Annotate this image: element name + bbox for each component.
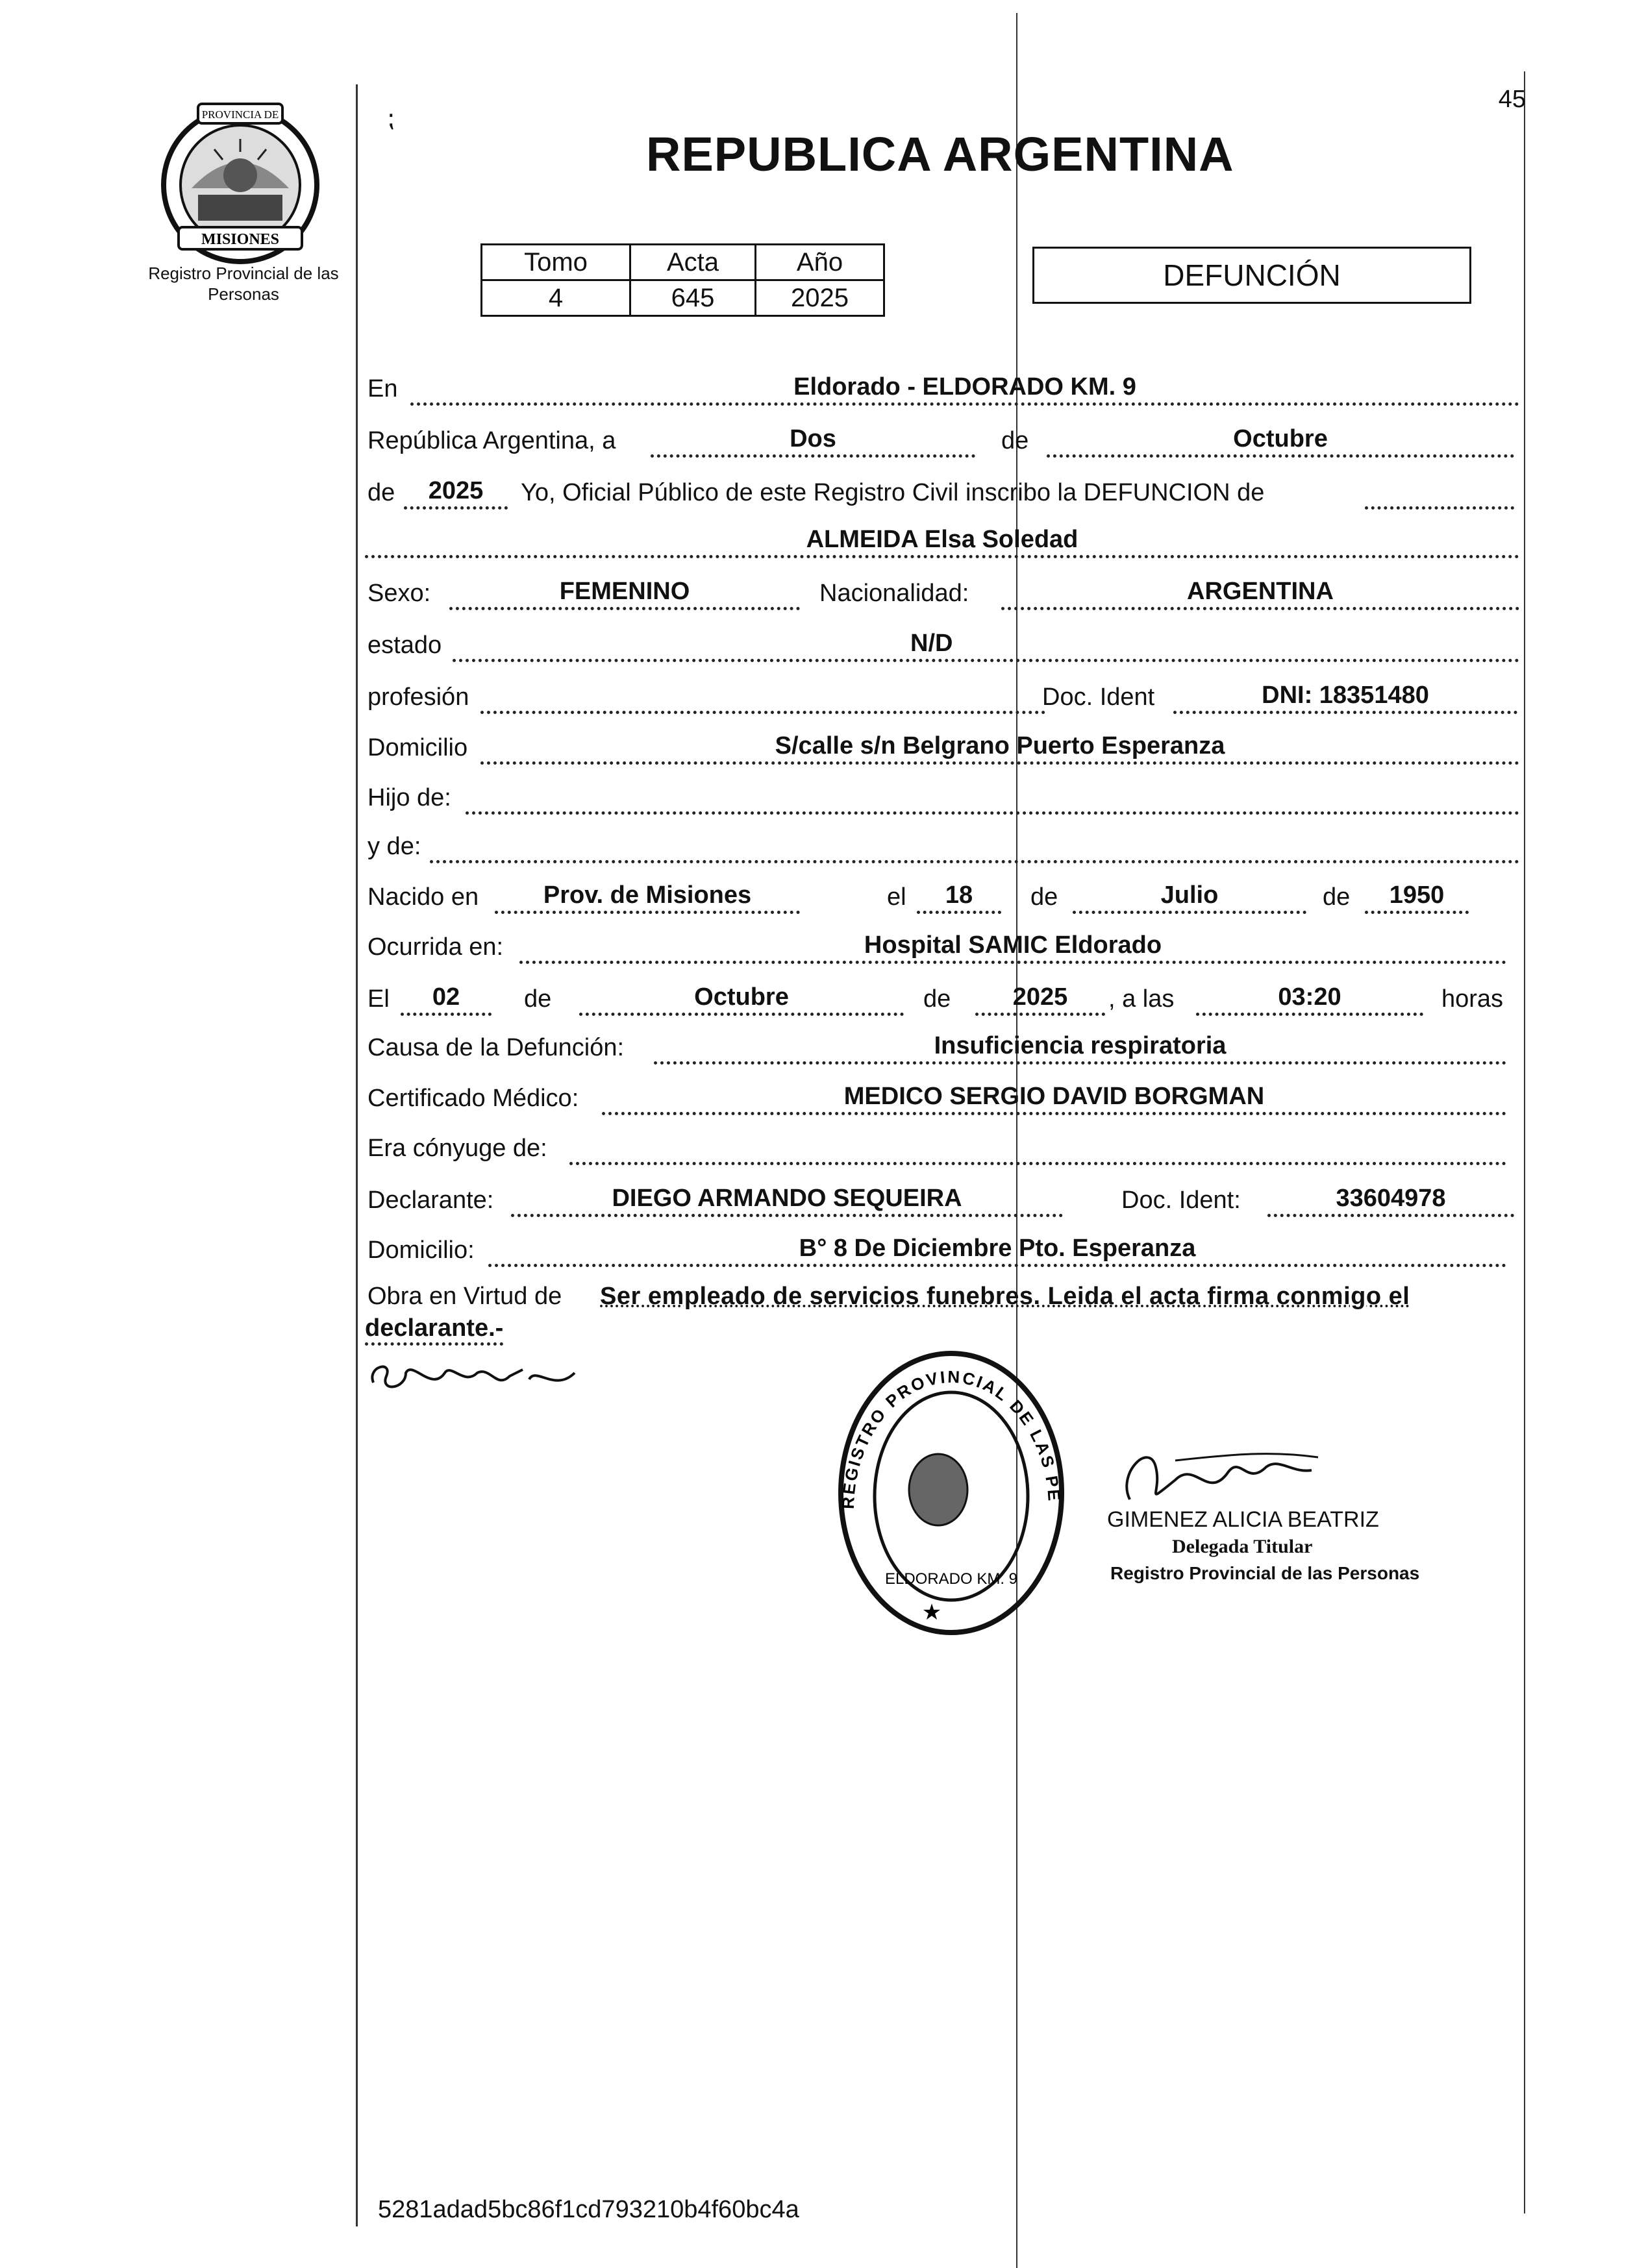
value-anio: 2025 bbox=[428, 477, 484, 504]
document-hash: 5281adad5bc86f1cd793210b4f60bc4a bbox=[378, 2196, 799, 2223]
value-dni: DNI: 18351480 bbox=[1262, 682, 1429, 709]
mark-glyph: ⁏ bbox=[386, 105, 395, 132]
row-declarante bbox=[365, 1172, 1519, 1221]
label-certificado: Certificado Médico: bbox=[368, 1085, 579, 1112]
field-y-de bbox=[430, 832, 1519, 863]
field-fall-mes bbox=[579, 984, 904, 1016]
row-nombre bbox=[365, 513, 1519, 562]
value-nombre: ALMEIDA Elsa Soledad bbox=[806, 526, 1078, 553]
label-ocurrida-en: Ocurrida en: bbox=[368, 933, 504, 961]
label-de-nac-anio: de bbox=[1323, 883, 1351, 911]
row-lugar bbox=[365, 360, 1519, 410]
field-fall-anio bbox=[975, 984, 1105, 1016]
row-y-de bbox=[365, 818, 1519, 867]
tomo-header: Tomo bbox=[482, 245, 630, 280]
official-signature bbox=[1104, 1435, 1318, 1516]
stamp-star-icon: ★ bbox=[921, 1600, 942, 1625]
field-causa bbox=[654, 1033, 1506, 1065]
label-domicilio: Domicilio bbox=[368, 734, 468, 761]
field-declarante-doc bbox=[1267, 1185, 1514, 1217]
row-hijo-de bbox=[365, 769, 1519, 819]
value-obra-virtud-1: Ser empleado de servicios funebres. Leida el acta firma conmigo el bbox=[600, 1283, 1410, 1310]
right-margin-line bbox=[1524, 71, 1525, 2213]
label-nacionalidad: Nacionalidad: bbox=[819, 580, 969, 607]
field-hijo-de bbox=[466, 783, 1519, 815]
row-fecha-inscripcion bbox=[365, 412, 1519, 462]
field-profesion bbox=[480, 682, 1045, 714]
value-dia: Dos bbox=[790, 425, 836, 452]
value-estado: N/D bbox=[910, 630, 953, 657]
label-doc-ident-declarante: Doc. Ident: bbox=[1121, 1187, 1241, 1214]
field-nacionalidad bbox=[1001, 578, 1519, 610]
acta-header: Acta bbox=[630, 245, 756, 280]
field-estado bbox=[453, 630, 1519, 662]
tomo-acta-anio-table bbox=[480, 243, 885, 317]
seal-bottom-text: MISIONES bbox=[201, 231, 280, 248]
field-conyuge bbox=[569, 1133, 1506, 1165]
field-lugar bbox=[410, 374, 1519, 406]
value-fall-dia: 02 bbox=[432, 983, 460, 1011]
declarante-signature bbox=[367, 1353, 581, 1402]
value-obra-virtud-2: declarante.- bbox=[365, 1314, 503, 1346]
page-number: 45 bbox=[1498, 86, 1526, 113]
field-sexo bbox=[449, 578, 800, 610]
label-el: el bbox=[887, 883, 906, 911]
row-conyuge bbox=[365, 1120, 1519, 1169]
value-sexo: FEMENINO bbox=[559, 578, 690, 605]
row-fecha-defuncion bbox=[365, 970, 1519, 1020]
field-nac-dia bbox=[917, 882, 1001, 914]
declarante-signature-text: SEQUEIRA bbox=[471, 1395, 475, 1396]
value-hora: 03:20 bbox=[1278, 983, 1341, 1011]
value-causa: Insuficiencia respiratoria bbox=[934, 1032, 1227, 1059]
stamp-bottom-text: ELDORADO KM. 9 bbox=[884, 1570, 1018, 1588]
value-fall-mes: Octubre bbox=[694, 983, 789, 1011]
label-y-de: y de: bbox=[368, 833, 421, 860]
label-conyuge: Era cónyuge de: bbox=[368, 1135, 547, 1162]
official-role: Delegada Titular bbox=[1172, 1536, 1313, 1557]
label-causa: Causa de la Defunción: bbox=[368, 1034, 625, 1061]
left-margin-line bbox=[356, 84, 358, 2226]
value-fall-anio: 2025 bbox=[1012, 983, 1068, 1011]
value-ocurrida-en: Hospital SAMIC Eldorado bbox=[864, 931, 1162, 959]
value-nacionalidad: ARGENTINA bbox=[1187, 578, 1334, 605]
act-type-box: DEFUNCIÓN bbox=[1032, 247, 1471, 304]
row-causa bbox=[365, 1019, 1519, 1068]
value-declarante: DIEGO ARMANDO SEQUEIRA bbox=[612, 1185, 962, 1212]
value-certificado: MEDICO SERGIO DAVID BORGMAN bbox=[843, 1083, 1265, 1110]
anio-value: 2025 bbox=[756, 280, 884, 316]
label-de-mes: de bbox=[1001, 427, 1029, 454]
label-a-las: , a las bbox=[1108, 985, 1175, 1013]
province-seal-emblem bbox=[153, 97, 328, 273]
field-ocurrida-en bbox=[519, 932, 1506, 964]
label-de-anio: de bbox=[368, 479, 395, 506]
row-certificado bbox=[365, 1070, 1519, 1119]
acta-value: 645 bbox=[630, 280, 756, 316]
label-obra: Obra en Virtud de bbox=[368, 1283, 562, 1310]
row-domicilio-declarante bbox=[365, 1222, 1519, 1271]
field-domicilio bbox=[480, 733, 1519, 765]
registry-label: Registro Provincial de las Personas bbox=[148, 264, 339, 304]
row-sexo bbox=[365, 565, 1519, 614]
field-nombre bbox=[365, 526, 1519, 558]
official-stamp bbox=[828, 1340, 1075, 1649]
label-profesion: profesión bbox=[368, 684, 469, 711]
field-dni bbox=[1173, 682, 1517, 714]
field-anio bbox=[404, 478, 508, 510]
row-obra-virtud bbox=[365, 1276, 1519, 1314]
field-nac-mes bbox=[1073, 882, 1306, 914]
field-nac-anio bbox=[1365, 882, 1469, 914]
value-lugar: Eldorado - ELDORADO KM. 9 bbox=[793, 373, 1136, 401]
field-hora bbox=[1196, 984, 1423, 1016]
row-ocurrida bbox=[365, 918, 1519, 968]
field-nacido-en bbox=[495, 882, 800, 914]
label-republica: República Argentina, a bbox=[368, 427, 616, 454]
field-certificado bbox=[602, 1083, 1506, 1115]
row-nacimiento bbox=[365, 869, 1519, 918]
label-doc-ident: Doc. Ident bbox=[1042, 684, 1155, 711]
value-nacido-en: Prov. de Misiones bbox=[543, 881, 752, 909]
label-de-fall-mes: de bbox=[524, 985, 552, 1013]
row-estado bbox=[365, 617, 1519, 666]
label-horas: horas bbox=[1441, 985, 1504, 1013]
official-office: Registro Provincial de las Personas bbox=[1110, 1563, 1420, 1583]
stamp-ring-text: REGISTRO PROVINCIAL DE LAS PE bbox=[838, 1366, 1064, 1510]
field-domicilio-declarante bbox=[488, 1235, 1506, 1267]
anio-header: Año bbox=[756, 245, 884, 280]
tomo-value: 4 bbox=[482, 280, 630, 316]
field-declarante bbox=[511, 1185, 1063, 1217]
field-dia bbox=[651, 426, 975, 458]
label-domicilio-declarante: Domicilio: bbox=[368, 1237, 475, 1264]
value-mes: Octubre bbox=[1233, 425, 1328, 452]
seal-top-text: PROVINCIA DE bbox=[201, 108, 279, 121]
label-hijo-de: Hijo de: bbox=[368, 784, 451, 811]
label-de-nac-mes: de bbox=[1030, 883, 1058, 911]
row-oficial bbox=[365, 464, 1519, 513]
label-oficial: Yo, Oficial Público de este Registro Civil inscribo la DEFUNCION de bbox=[521, 479, 1265, 506]
label-declarante: Declarante: bbox=[368, 1187, 494, 1214]
row-domicilio bbox=[365, 719, 1519, 769]
value-nac-dia: 18 bbox=[945, 881, 973, 909]
official-name: GIMENEZ ALICIA BEATRIZ bbox=[1107, 1507, 1379, 1532]
value-domicilio: S/calle s/n Belgrano Puerto Esperanza bbox=[775, 732, 1225, 759]
label-estado: estado bbox=[368, 632, 442, 659]
label-en: En bbox=[368, 375, 398, 402]
value-nac-anio: 1950 bbox=[1389, 881, 1445, 909]
field-fall-dia bbox=[401, 984, 492, 1016]
field-mes bbox=[1047, 426, 1514, 458]
label-de-fall-anio: de bbox=[923, 985, 951, 1013]
label-el-cap: El bbox=[368, 985, 390, 1013]
label-sexo: Sexo: bbox=[368, 580, 431, 607]
field-blank-oficial bbox=[1365, 478, 1514, 510]
label-nacido-en: Nacido en bbox=[368, 883, 479, 911]
value-nac-mes: Julio bbox=[1160, 881, 1219, 909]
value-domicilio-declarante: B° 8 De Diciembre Pto. Esperanza bbox=[799, 1235, 1196, 1262]
page-title: REPUBLICA ARGENTINA bbox=[646, 127, 1234, 181]
value-declarante-doc: 33604978 bbox=[1336, 1185, 1446, 1212]
row-profesion bbox=[365, 669, 1519, 718]
